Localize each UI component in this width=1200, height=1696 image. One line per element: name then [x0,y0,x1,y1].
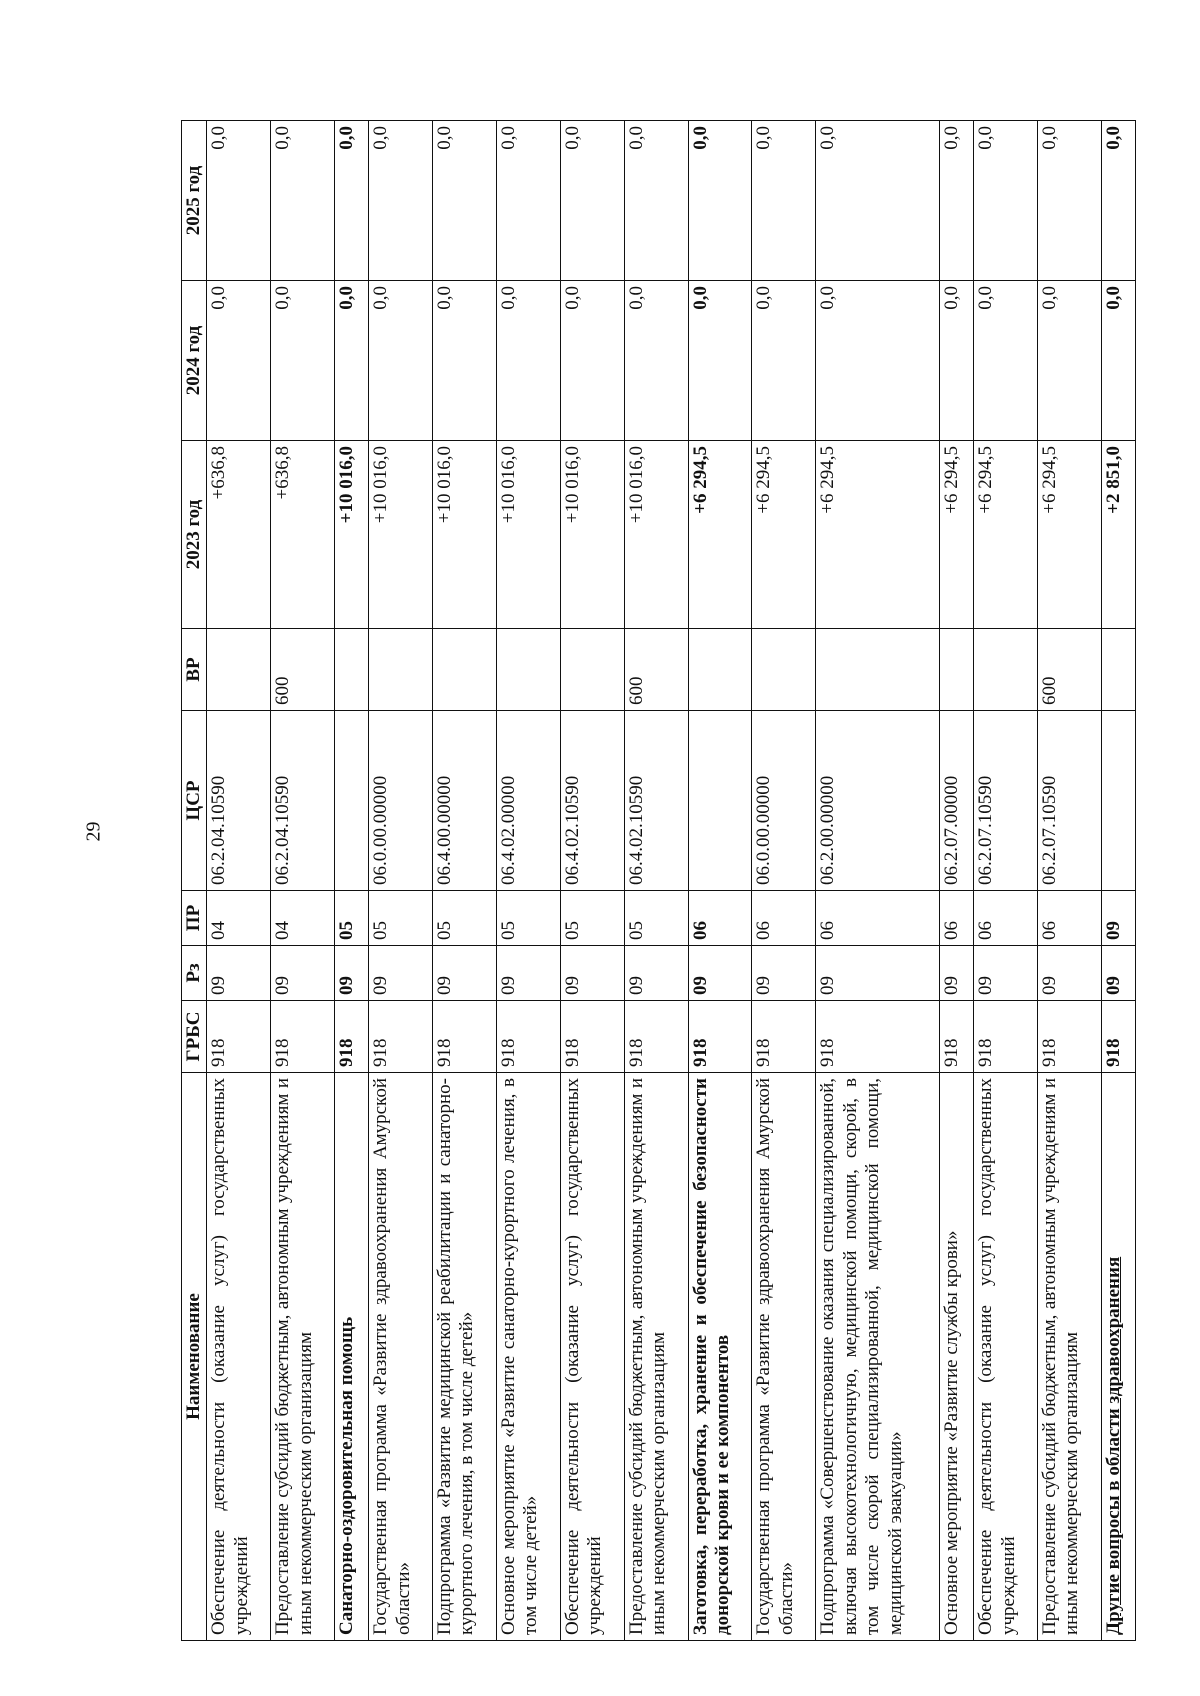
page-number: 29 [82,821,105,842]
row-name-text: Предоставление субсидий бюджетным, автономным учреждениям и иным некоммерческим организациям [272,1078,316,1635]
row-vr-text: 600 [272,676,294,705]
row-vr-text: 600 [625,676,647,705]
row-2023 [1101,441,1135,629]
row-2023 [1038,441,1102,629]
row-2023-text: +6 294,5 [817,446,839,514]
row-rz-text: 09 [561,976,583,995]
row-2024 [560,281,624,441]
row-grbs-text: 918 [561,1038,583,1067]
header-vr: ВР [182,629,207,711]
row-rz-text: 09 [208,976,230,995]
row-2023-text: +10 016,0 [497,446,519,524]
row-pr-text: 06 [941,921,963,940]
row-2023-text: +6 294,5 [941,446,963,514]
row-2025-text: 0,0 [1039,126,1060,150]
row-name [560,1073,624,1641]
row-grbs [624,1001,688,1073]
row-csr [335,711,369,891]
row-rz [271,946,335,1001]
row-2025-text: 0,0 [497,126,519,150]
row-vr [688,629,752,711]
row-2024-text: 0,0 [625,286,647,310]
header-csr: ЦСР [182,711,207,891]
row-2025-text: 0,0 [689,126,711,150]
row-rz-text: 09 [1102,976,1124,995]
table-header-row [182,121,207,1641]
row-2024 [496,281,560,441]
row-csr [369,711,433,891]
row-rz [1101,946,1135,1001]
row-csr-text: 06.2.04.10590 [272,775,294,885]
row-2023 [974,441,1038,629]
header-grbs: ГРБС [182,1001,207,1073]
row-name-text: Обеспечение деятельности (оказание услуг) государственных учреждений [975,1078,1019,1635]
row-2025 [335,121,369,281]
row-2025-text: 0,0 [272,126,294,150]
row-name-text: Предоставление субсидий бюджетным, автономным учреждениям и иным некоммерческим организациям [1039,1078,1083,1635]
row-rz-text: 09 [434,976,456,995]
row-vr [1038,629,1102,711]
row-2024-text: 0,0 [975,286,997,310]
row-rz [207,946,271,1001]
row-2025-text: 0,0 [941,126,963,150]
row-csr [940,711,974,891]
row-rz-text: 09 [1039,976,1060,995]
row-name [1101,1073,1135,1641]
row-csr-text: 06.0.00.00000 [370,775,392,885]
row-vr [496,629,560,711]
row-name-text: Обеспечение деятельности (оказание услуг) государственных учреждений [561,1078,606,1635]
row-vr [816,629,940,711]
row-grbs-text: 918 [753,1038,775,1067]
row-name [974,1073,1038,1641]
row-rz [560,946,624,1001]
row-2023-text: +6 294,5 [689,446,711,514]
row-2025 [369,121,433,281]
row-2023-text: +636,8 [272,446,294,500]
row-pr-text: 05 [561,921,583,940]
row-pr-text: 09 [1102,921,1124,940]
row-grbs [271,1001,335,1073]
row-rz-text: 09 [336,976,358,995]
row-2024 [816,281,940,441]
row-2025 [752,121,816,281]
row-name [496,1073,560,1641]
table-row [369,121,433,1641]
row-pr [369,891,433,946]
row-pr-text: 06 [1039,921,1060,940]
row-name [369,1073,433,1641]
row-grbs [560,1001,624,1073]
row-rz [335,946,369,1001]
row-pr-text: 05 [336,921,358,940]
row-pr-text: 06 [689,921,711,940]
row-2025-text: 0,0 [975,126,997,150]
row-2023-text: +10 016,0 [336,446,358,524]
row-2023 [752,441,816,629]
row-2024-text: 0,0 [272,286,294,310]
row-name-text: Обеспечение деятельности (оказание услуг) государственных учреждений [208,1078,252,1635]
row-pr [207,891,271,946]
row-2025 [1038,121,1102,281]
row-grbs [335,1001,369,1073]
row-rz [752,946,816,1001]
row-2023 [207,441,271,629]
row-name-text: Государственная программа «Развитие здравоохранения Амурской области» [753,1078,797,1635]
header-2024: 2024 год [182,281,207,441]
row-name [940,1073,974,1641]
row-rz-text: 09 [689,976,711,995]
row-grbs-text: 918 [272,1038,294,1067]
row-2024 [433,281,497,441]
row-name [624,1073,688,1641]
row-2024-text: 0,0 [370,286,392,310]
row-2023-text: +636,8 [208,446,230,500]
row-pr-text: 04 [272,921,294,940]
row-vr [1101,629,1135,711]
row-2024 [752,281,816,441]
row-grbs [433,1001,497,1073]
row-csr-text: 06.2.00.00000 [817,775,839,885]
table-row [496,121,560,1641]
row-2025 [271,121,335,281]
table-row [816,121,940,1641]
header-2025: 2025 год [182,121,207,281]
row-csr [271,711,335,891]
row-grbs [496,1001,560,1073]
row-2023 [816,441,940,629]
row-rz-text: 09 [370,976,392,995]
row-grbs [940,1001,974,1073]
header-pr: ПР [182,891,207,946]
row-rz-text: 09 [625,976,647,995]
row-pr-text: 05 [434,921,456,940]
row-2023 [940,441,974,629]
row-2024 [1101,281,1135,441]
row-name-text: Подпрограмма «Совершенствование оказания специализированной, включая высокотехнологичную, медицинской помощи, скорой, в том числе скорой специализированной, медицинской помощи, медицинской эвакуации» [817,1078,906,1635]
row-pr [688,891,752,946]
row-2025-text: 0,0 [1102,126,1124,150]
row-name [1038,1073,1102,1641]
row-csr-text: 06.0.00.00000 [753,775,775,885]
row-2023 [271,441,335,629]
row-name [335,1073,369,1641]
row-2024-text: 0,0 [434,286,456,310]
row-pr [1038,891,1102,946]
row-pr [1101,891,1135,946]
row-name [816,1073,940,1641]
row-2024-text: 0,0 [1102,286,1124,310]
row-2023-text: +6 294,5 [753,446,775,514]
row-pr-text: 06 [753,921,775,940]
row-2023 [624,441,688,629]
row-rz [369,946,433,1001]
header-name: Наименование [182,1073,207,1641]
row-csr-text: 06.4.02.10590 [561,775,583,885]
row-grbs-text: 918 [625,1038,647,1067]
table-row [752,121,816,1641]
row-name-text: Государственная программа «Развитие здравоохранения Амурской области» [370,1078,414,1635]
table-row [207,121,271,1641]
row-2024-text: 0,0 [336,286,358,310]
row-rz [1038,946,1102,1001]
row-2023-text: +10 016,0 [434,446,456,524]
row-csr-text: 06.4.02.10590 [625,775,647,885]
row-2023-text: +10 016,0 [370,446,392,524]
row-pr [974,891,1038,946]
row-name [207,1073,271,1641]
row-2023 [688,441,752,629]
row-2025-text: 0,0 [625,126,647,150]
row-2024-text: 0,0 [497,286,519,310]
row-2025-text: 0,0 [370,126,392,150]
row-2023 [335,441,369,629]
row-pr [496,891,560,946]
row-2024-text: 0,0 [941,286,963,310]
row-grbs [688,1001,752,1073]
row-grbs [207,1001,271,1073]
row-2024-text: 0,0 [817,286,839,310]
row-2023-text: +6 294,5 [1039,446,1060,514]
row-name-text: Основное мероприятие «Развитие службы крови» [941,1230,963,1635]
row-2024 [688,281,752,441]
row-csr [1101,711,1135,891]
row-2023-text: +10 016,0 [625,446,647,524]
row-name [688,1073,752,1641]
row-pr-text: 05 [625,921,647,940]
row-grbs-text: 918 [434,1038,456,1067]
row-2025 [433,121,497,281]
row-pr [940,891,974,946]
row-name-text: Санаторно-оздоровительная помощь [336,1316,358,1635]
row-csr [433,711,497,891]
header-rz: Рз [182,946,207,1001]
row-vr [433,629,497,711]
table-row [688,121,752,1641]
row-2025 [974,121,1038,281]
row-vr [369,629,433,711]
row-grbs-text: 918 [336,1038,358,1067]
row-2025-text: 0,0 [561,126,583,150]
row-rz-text: 09 [753,976,775,995]
row-2025 [496,121,560,281]
row-name-text: Предоставление субсидий бюджетным, автономным учреждениям и иным некоммерческим организациям [625,1078,670,1635]
row-2025 [560,121,624,281]
row-name [271,1073,335,1641]
row-2025 [816,121,940,281]
row-2024-text: 0,0 [753,286,775,310]
row-pr-text: 06 [817,921,839,940]
row-rz-text: 09 [817,976,839,995]
row-csr-text: 06.4.02.00000 [497,775,519,885]
row-2025 [1101,121,1135,281]
row-grbs [369,1001,433,1073]
row-2024 [207,281,271,441]
row-pr [624,891,688,946]
row-2025-text: 0,0 [434,126,456,150]
table-row [624,121,688,1641]
row-2023 [560,441,624,629]
row-pr [271,891,335,946]
row-pr [560,891,624,946]
row-2024-text: 0,0 [1039,286,1060,310]
row-grbs-text: 918 [689,1038,711,1067]
row-2024 [974,281,1038,441]
row-csr-text: 06.2.04.10590 [208,775,230,885]
row-vr-text: 600 [1039,676,1060,705]
row-pr-text: 06 [975,921,997,940]
row-2025 [207,121,271,281]
table-row [1038,121,1102,1641]
row-vr [271,629,335,711]
row-rz [624,946,688,1001]
table-row [560,121,624,1641]
row-name-text: Другие вопросы в области здравоохранения [1102,1256,1124,1635]
row-2024-text: 0,0 [208,286,230,310]
row-2023 [496,441,560,629]
header-2023: 2023 год [182,441,207,629]
row-grbs [1101,1001,1135,1073]
row-2024 [271,281,335,441]
row-vr [560,629,624,711]
row-vr [940,629,974,711]
row-csr [752,711,816,891]
row-rz-text: 09 [497,976,519,995]
row-vr [974,629,1038,711]
row-name [433,1073,497,1641]
row-2023 [369,441,433,629]
table-row [940,121,974,1641]
row-grbs-text: 918 [975,1038,997,1067]
row-csr [1038,711,1102,891]
row-rz-text: 09 [975,976,997,995]
row-2025 [688,121,752,281]
row-name-text: Основное мероприятие «Развитие санаторно-курортного лечения, в том числе детей» [497,1078,542,1635]
row-csr [974,711,1038,891]
row-2023-text: +6 294,5 [975,446,997,514]
row-grbs-text: 918 [497,1038,519,1067]
table-row [335,121,369,1641]
row-pr-text: 05 [497,921,519,940]
table-row [1101,121,1135,1641]
row-csr [560,711,624,891]
row-name-text: Подпрограмма «Развитие медицинской реабилитации и санаторно-курортного лечения, в том числе детей» [434,1078,478,1635]
row-vr [752,629,816,711]
row-rz-text: 09 [941,976,963,995]
row-grbs [974,1001,1038,1073]
row-pr [816,891,940,946]
rotated-table-container [181,121,1136,1641]
row-csr [624,711,688,891]
table-row [271,121,335,1641]
row-2023-text: +2 851,0 [1102,446,1124,514]
row-grbs-text: 918 [208,1038,230,1067]
row-csr [496,711,560,891]
row-rz [433,946,497,1001]
row-csr [207,711,271,891]
row-name [752,1073,816,1641]
row-grbs-text: 918 [941,1038,963,1067]
row-2023 [433,441,497,629]
row-grbs [1038,1001,1102,1073]
row-2024-text: 0,0 [689,286,711,310]
row-rz-text: 09 [272,976,294,995]
row-pr [335,891,369,946]
row-vr [207,629,271,711]
row-2024 [940,281,974,441]
row-2024 [1038,281,1102,441]
row-2025-text: 0,0 [336,126,358,150]
row-2025 [940,121,974,281]
row-rz [940,946,974,1001]
row-grbs [816,1001,940,1073]
row-vr [624,629,688,711]
row-csr-text: 06.2.07.10590 [975,775,997,885]
row-2025 [624,121,688,281]
row-csr [816,711,940,891]
row-2024-text: 0,0 [561,286,583,310]
row-2023-text: +10 016,0 [561,446,583,524]
row-2024 [624,281,688,441]
row-2025-text: 0,0 [817,126,839,150]
row-vr [335,629,369,711]
row-pr-text: 05 [370,921,392,940]
row-rz [496,946,560,1001]
row-2025-text: 0,0 [208,126,230,150]
row-pr [752,891,816,946]
row-rz [816,946,940,1001]
table-row [974,121,1038,1641]
row-2024 [369,281,433,441]
row-csr-text: 06.2.07.00000 [941,775,963,885]
row-csr [688,711,752,891]
row-name-text: Заготовка, переработка, хранение и обеспечение безопасности донорской крови и ее компонентов [689,1078,733,1635]
table-row [433,121,497,1641]
row-2025-text: 0,0 [753,126,775,150]
row-grbs [752,1001,816,1073]
row-csr-text: 06.2.07.10590 [1039,775,1060,885]
budget-table [181,120,1136,1641]
table-body [207,121,1136,1641]
row-pr-text: 04 [208,921,230,940]
row-grbs-text: 918 [1102,1038,1124,1067]
row-grbs-text: 918 [1039,1038,1060,1067]
row-grbs-text: 918 [370,1038,392,1067]
row-2024 [335,281,369,441]
row-rz [974,946,1038,1001]
row-pr [433,891,497,946]
row-grbs-text: 918 [817,1038,839,1067]
row-rz [688,946,752,1001]
row-csr-text: 06.4.00.00000 [434,775,456,885]
